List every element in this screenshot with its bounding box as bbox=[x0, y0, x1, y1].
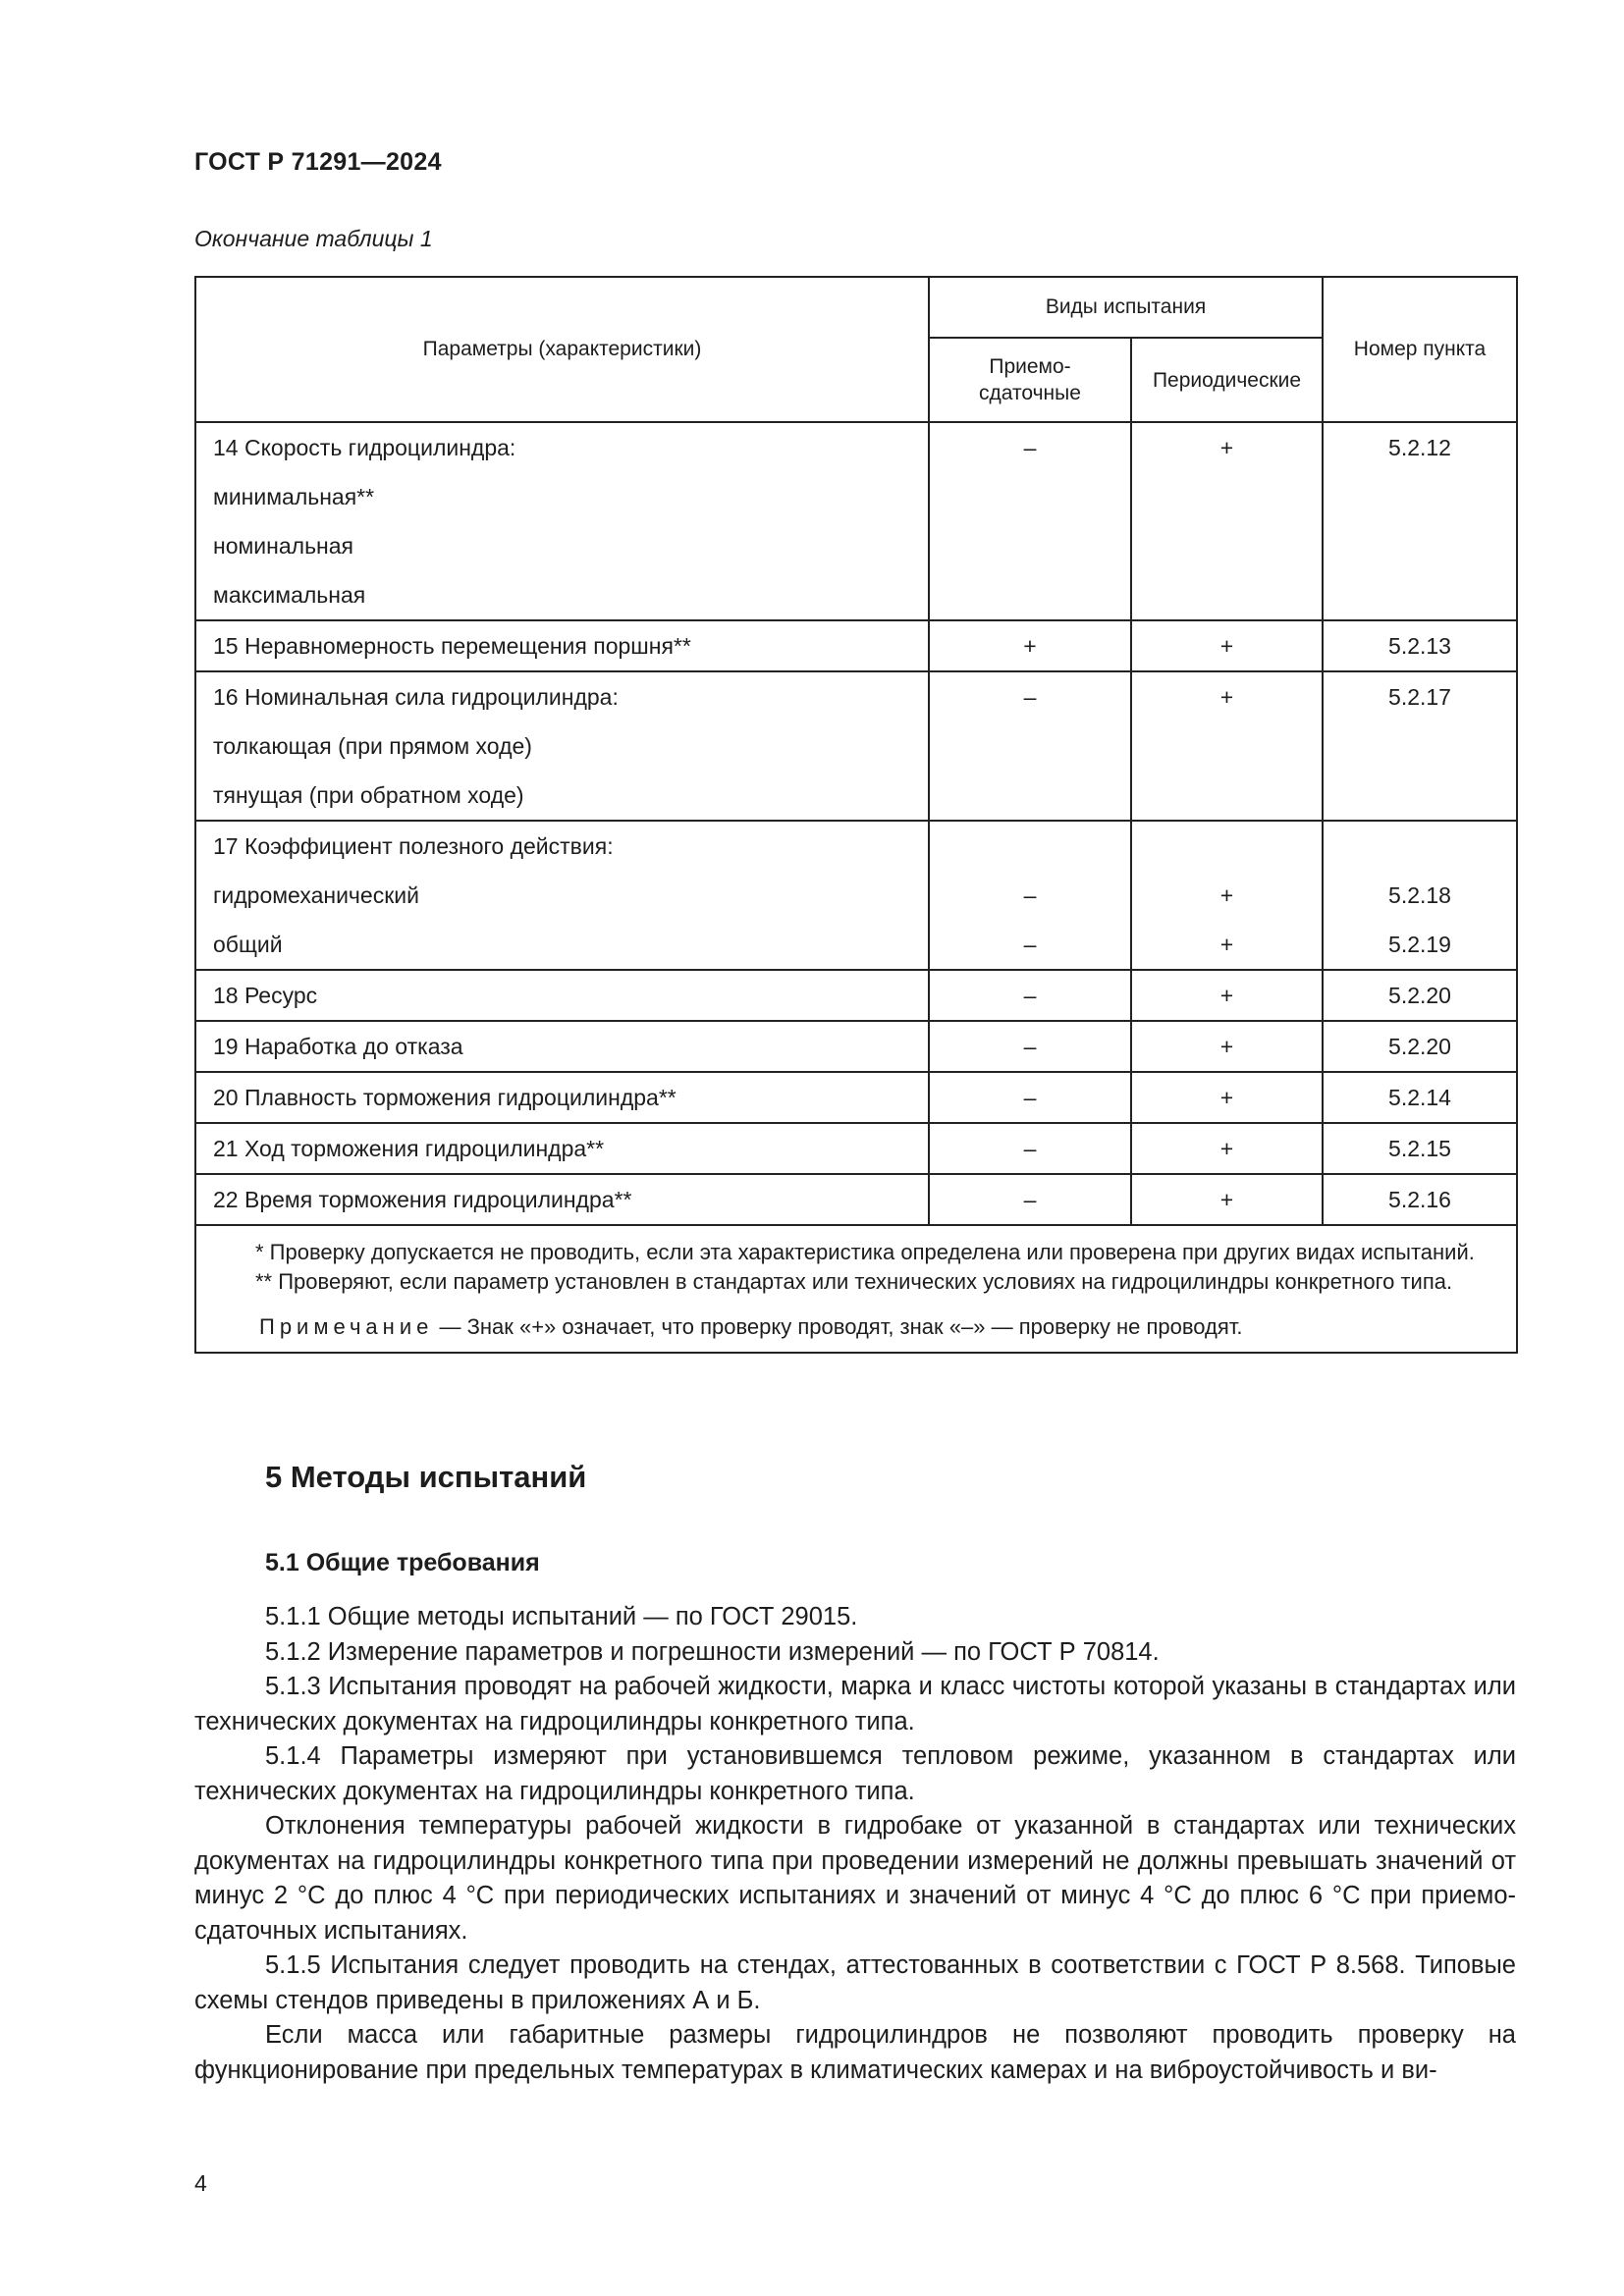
cell-parameter bbox=[195, 1021, 929, 1072]
cell-parameter bbox=[195, 1123, 929, 1174]
cell-line: тянущая (при обратном ходе) bbox=[213, 782, 524, 808]
header-clause: Номер пункта bbox=[1323, 277, 1517, 422]
cell-acceptance bbox=[929, 1174, 1131, 1225]
cell-line: минимальная** bbox=[213, 484, 375, 509]
cell-line: 17 Коэффициент полезного действия: bbox=[213, 833, 614, 859]
cell-value: + bbox=[1219, 1187, 1234, 1212]
cell-line: 22 Время торможения гидроцилиндра** bbox=[213, 1187, 632, 1212]
cell-value: + bbox=[1219, 932, 1234, 957]
cell-periodic bbox=[1131, 671, 1323, 821]
cell-clause bbox=[1323, 620, 1517, 671]
cell-value: + bbox=[1219, 1034, 1234, 1059]
cell-value bbox=[930, 822, 1130, 871]
header-parameters: Параметры (характеристики) bbox=[195, 277, 929, 422]
header-test-types: Виды испытания bbox=[929, 277, 1323, 338]
cell-clause bbox=[1323, 422, 1517, 620]
table-row bbox=[195, 620, 1517, 671]
cell-value: – bbox=[1023, 1085, 1037, 1110]
cell-acceptance bbox=[929, 1021, 1131, 1072]
cell-value: 5.2.12 bbox=[1388, 435, 1451, 460]
table-row bbox=[195, 422, 1517, 620]
cell-periodic bbox=[1131, 422, 1323, 620]
page-number: 4 bbox=[194, 2170, 207, 2196]
footnote-2: ** Проверяют, если параметр установлен в стандартах или технических условиях на гидроцилиндры конкретного типа. bbox=[255, 1269, 1453, 1294]
cell-value: 5.2.19 bbox=[1388, 932, 1451, 957]
paragraph: Отклонения температуры рабочей жидкости в гидробаке от указанной в стандартах или технических документах на гидроцилиндры конкретного типа при проведении измерений не должны превышать значений от минус 2 °С до плюс 4 °С при периодических испытаниях и значений от минус 4 °С до плюс 6 °С при приемо-сдаточных испытаниях. bbox=[194, 1812, 1516, 1945]
cell-value: 5.2.18 bbox=[1388, 882, 1451, 908]
document-header: ГОСТ Р 71291—2024 bbox=[194, 148, 442, 176]
cell-line: 19 Наработка до отказа bbox=[213, 1034, 463, 1059]
cell-value: + bbox=[1023, 633, 1037, 659]
cell-periodic bbox=[1131, 1174, 1323, 1225]
table-row bbox=[195, 671, 1517, 821]
table-body bbox=[195, 422, 1517, 1225]
paragraph: Если масса или габаритные размеры гидроцилиндров не позволяют проводить проверку на функционирование при предельных температурах в климатических камерах и на виброустойчивость и ви- bbox=[194, 2021, 1516, 2084]
cell-clause bbox=[1323, 821, 1517, 970]
cell-clause bbox=[1323, 1072, 1517, 1123]
cell-parameter bbox=[195, 1174, 929, 1225]
cell-parameter bbox=[195, 970, 929, 1021]
cell-value: + bbox=[1219, 983, 1234, 1008]
cell-line: максимальная bbox=[213, 582, 366, 608]
note-label: Примечание bbox=[259, 1314, 434, 1339]
table-row bbox=[195, 1123, 1517, 1174]
cell-value: 5.2.15 bbox=[1388, 1136, 1451, 1161]
table-row bbox=[195, 1174, 1517, 1225]
cell-parameter bbox=[195, 422, 929, 620]
cell-value: + bbox=[1219, 684, 1234, 710]
cell-line: толкающая (при прямом ходе) bbox=[213, 733, 532, 759]
paragraph: 5.1.1 Общие методы испытаний — по ГОСТ 29015. bbox=[265, 1603, 858, 1630]
cell-periodic bbox=[1131, 970, 1323, 1021]
table-row bbox=[195, 970, 1517, 1021]
cell-clause bbox=[1323, 1021, 1517, 1072]
note-text: — Знак «+» означает, что проверку проводят, знак «–» — проверку не проводят. bbox=[433, 1314, 1243, 1339]
cell-line: 18 Ресурс bbox=[213, 983, 318, 1008]
cell-value: 5.2.14 bbox=[1388, 1085, 1451, 1110]
cell-value: + bbox=[1219, 633, 1234, 659]
paragraph: 5.1.5 Испытания следует проводить на стендах, аттестованных в соответствии с ГОСТ Р 8.568. Типовые схемы стендов приведены в приложениях А и Б. bbox=[194, 1951, 1516, 2014]
cell-clause bbox=[1323, 671, 1517, 821]
cell-value: 5.2.20 bbox=[1388, 1034, 1451, 1059]
cell-acceptance bbox=[929, 620, 1131, 671]
table-row bbox=[195, 1072, 1517, 1123]
cell-value: – bbox=[1023, 1034, 1037, 1059]
cell-value: – bbox=[1023, 983, 1037, 1008]
cell-periodic bbox=[1131, 620, 1323, 671]
cell-line: 21 Ход торможения гидроцилиндра** bbox=[213, 1136, 605, 1161]
cell-periodic bbox=[1131, 821, 1323, 970]
table-footnotes bbox=[195, 1225, 1517, 1353]
cell-line: общий bbox=[213, 932, 283, 957]
cell-parameter bbox=[195, 821, 929, 970]
table-row bbox=[195, 1021, 1517, 1072]
table-note bbox=[212, 1312, 1500, 1342]
cell-value: – bbox=[1023, 435, 1037, 460]
cell-value: 5.2.13 bbox=[1388, 633, 1451, 659]
paragraph: 5.1.2 Измерение параметров и погрешности измерений — по ГОСТ Р 70814. bbox=[265, 1637, 1160, 1666]
header-acceptance: Приемо- сдаточные bbox=[929, 338, 1131, 422]
cell-value: 5.2.17 bbox=[1388, 684, 1451, 710]
cell-line: гидромеханический bbox=[213, 882, 419, 908]
cell-value: – bbox=[1023, 882, 1037, 908]
requirements-table bbox=[194, 276, 1518, 1354]
cell-periodic bbox=[1131, 1072, 1323, 1123]
cell-acceptance bbox=[929, 422, 1131, 620]
cell-value: – bbox=[1023, 1136, 1037, 1161]
cell-clause bbox=[1323, 1174, 1517, 1225]
cell-acceptance bbox=[929, 671, 1131, 821]
section-title: 5 Методы испытаний bbox=[265, 1460, 587, 1494]
cell-value: – bbox=[1023, 932, 1037, 957]
header-periodic: Периодические bbox=[1131, 338, 1323, 422]
cell-value: – bbox=[1023, 1187, 1037, 1212]
cell-parameter bbox=[195, 1072, 929, 1123]
cell-periodic bbox=[1131, 1123, 1323, 1174]
cell-value: 5.2.20 bbox=[1388, 983, 1451, 1008]
table-caption: Окончание таблицы 1 bbox=[194, 226, 433, 251]
cell-value: + bbox=[1219, 882, 1234, 908]
footnote-1: * Проверку допускается не проводить, если эта характеристика определена или проверена при других видах испытаний. bbox=[255, 1240, 1475, 1264]
cell-acceptance bbox=[929, 1123, 1131, 1174]
cell-acceptance bbox=[929, 1072, 1131, 1123]
subsection-title: 5.1 Общие требования bbox=[265, 1549, 540, 1576]
cell-value: 5.2.16 bbox=[1388, 1187, 1451, 1212]
cell-acceptance bbox=[929, 970, 1131, 1021]
cell-line: 20 Плавность торможения гидроцилиндра** bbox=[213, 1085, 677, 1110]
cell-clause bbox=[1323, 970, 1517, 1021]
cell-acceptance bbox=[929, 821, 1131, 970]
cell-parameter bbox=[195, 620, 929, 671]
table-row bbox=[195, 821, 1517, 970]
cell-value bbox=[1324, 822, 1516, 871]
cell-value bbox=[1132, 822, 1322, 871]
cell-value: – bbox=[1023, 684, 1037, 710]
cell-periodic bbox=[1131, 1021, 1323, 1072]
cell-value: + bbox=[1219, 435, 1234, 460]
section-body bbox=[194, 1600, 1516, 2088]
cell-line: 14 Скорость гидроцилиндра: bbox=[213, 435, 516, 460]
cell-line: 15 Неравномерность перемещения поршня** bbox=[213, 633, 691, 659]
cell-value: + bbox=[1219, 1136, 1234, 1161]
paragraph: 5.1.4 Параметры измеряют при установившемся тепловом режиме, указанном в стандартах или технических документах на гидроцилиндры конкретного типа. bbox=[194, 1742, 1516, 1805]
cell-line: номинальная bbox=[213, 533, 353, 559]
cell-line: 16 Номинальная сила гидроцилиндра: bbox=[213, 684, 619, 710]
paragraph: 5.1.3 Испытания проводят на рабочей жидкости, марка и класс чистоты которой указаны в стандартах или технических документах на гидроцилиндры конкретного типа. bbox=[194, 1673, 1516, 1735]
cell-value: + bbox=[1219, 1085, 1234, 1110]
cell-parameter bbox=[195, 671, 929, 821]
cell-clause bbox=[1323, 1123, 1517, 1174]
